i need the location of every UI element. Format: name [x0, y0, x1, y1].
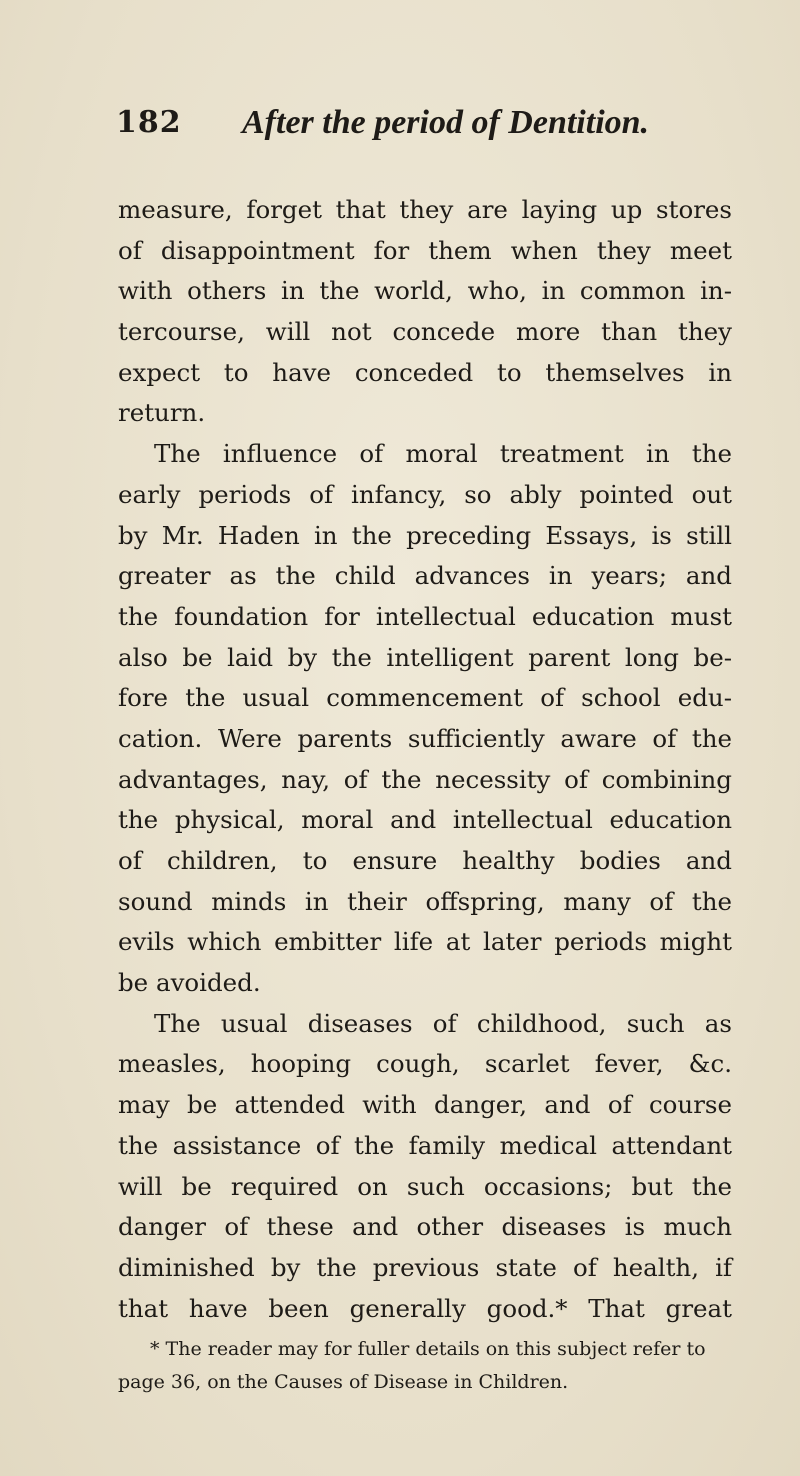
text-line: diminished by the previous state of health, if [118, 1252, 732, 1282]
text-line: the foundation for intellectual education must [118, 601, 732, 631]
text-line: return. [118, 398, 206, 428]
text-line: danger of these and other diseases is much [118, 1212, 732, 1242]
text-line: advantages, nay, of the necessity of combining [118, 764, 732, 794]
text-line: evils which embitter life at later periods might [118, 927, 732, 957]
text-line: expect to have conceded to themselves in [118, 357, 732, 387]
text-line: early periods of infancy, so ably pointed out [118, 479, 732, 509]
text-line: measure, forget that they are laying up stores [118, 195, 732, 224]
text-line: that have been generally good.* That great [118, 1293, 732, 1323]
text-line: of children, to ensure healthy bodies and [118, 846, 732, 875]
text-line: by Mr. Haden in the preceding Essays, is still [118, 520, 732, 550]
body-text [118, 190, 732, 1329]
text-line: with others in the world, who, in common in- [118, 276, 732, 306]
text-line: sound minds in their offspring, many of the [118, 886, 732, 916]
paragraph-start-line: The influence of moral treatment in the [154, 439, 732, 469]
text-line: of disappointment for them when they meet [118, 235, 732, 265]
text-line: be avoided. [118, 968, 261, 998]
footnote [118, 1333, 732, 1399]
text-line: fore the usual commencement of school edu- [118, 683, 732, 713]
text-line: cation. Were parents sufficiently aware of the [118, 723, 732, 753]
text-line: will be required on such occasions; but the [118, 1171, 732, 1201]
page-number: 182 [116, 105, 182, 140]
text-line: the physical, moral and intellectual education [118, 805, 732, 835]
text-line: measles, hooping cough, scarlet fever, &c. [118, 1049, 732, 1079]
running-head: After the period of Dentition. [242, 104, 650, 141]
text-line: also be laid by the intelligent parent long be- [118, 642, 732, 672]
page-header [114, 98, 734, 148]
text-line: may be attended with danger, and of course [118, 1090, 732, 1120]
footnote-line: page 36, on the Causes of Disease in Children. [118, 1371, 569, 1393]
text-line: greater as the child advances in years; and [118, 561, 732, 591]
text-line: the assistance of the family medical attendant [118, 1130, 732, 1160]
paragraph-start-line: The usual diseases of childhood, such as [154, 1008, 732, 1038]
text-line: tercourse, will not concede more than they [118, 317, 732, 347]
footnote-line: * The reader may for fuller details on this subject refer to [150, 1338, 706, 1360]
